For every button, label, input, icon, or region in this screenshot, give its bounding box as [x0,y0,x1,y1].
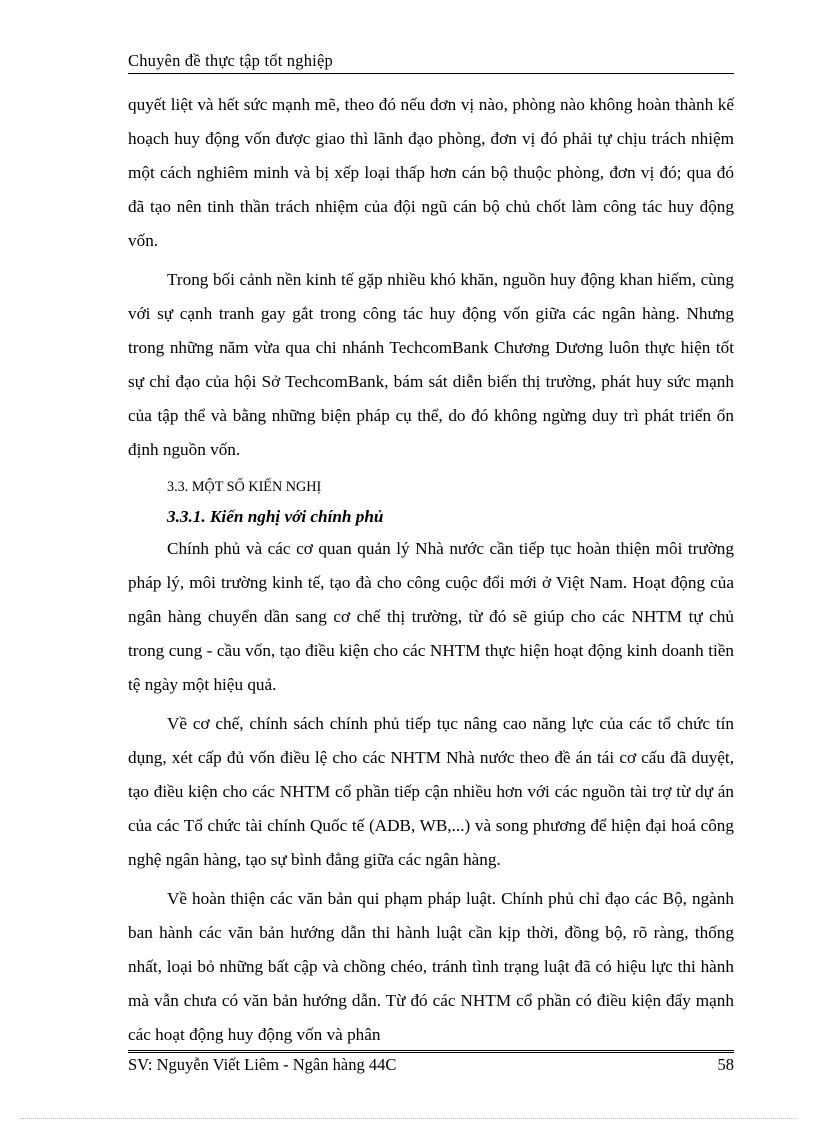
page-number: 58 [717,1055,734,1074]
page-footer [128,1050,734,1079]
paragraph-2: Trong bối cảnh nền kinh tế gặp nhiều khó khăn, nguồn huy động khan hiếm, cùng với sự cạnh tranh gay gắt trong công tác huy động vốn giữa các ngân hàng. Nhưng trong những năm vừa qua chi nhánh TechcomBank Chương Dương luôn thực hiện tốt sự chỉ đạo của hội Sở TechcomBank, bám sát diễn biến thị trường, phát huy sức mạnh của tập thể và bằng những biện pháp cụ thể, do đó không ngừng duy trì phát triển ổn định nguồn vốn. [128,270,734,459]
page-bottom-dotted-line [20,1118,796,1119]
paragraph-3: Chính phủ và các cơ quan quản lý Nhà nước cần tiếp tục hoàn thiện môi trường pháp lý, môi trường kinh tế, tạo đà cho công cuộc đổi mới ở Việt Nam. Hoạt động của ngân hàng chuyển dần sang cơ chế thị trường, từ đó sẽ giúp cho các NHTM tự chủ trong cung - cầu vốn, tạo điều kiện cho các NHTM thực hiện hoạt động kinh doanh tiền tệ ngày một hiệu quả. [128,539,734,694]
header-title: Chuyên đề thực tập tốt nghiệp [128,51,333,70]
paragraph-5: Về hoàn thiện các văn bản qui phạm pháp luật. Chính phủ chỉ đạo các Bộ, ngành ban hành các văn bản hướng dẫn thi hành luật cần kịp thời, đồng bộ, rõ ràng, thống nhất, loại bỏ những bất cập và chồng chéo, tránh tình trạng luật đã có hiệu lực thi hành mà vẫn chưa có văn bản hướng dẫn. Từ đó các NHTM cổ phần có điều kiện đẩy mạnh các hoạt động huy động vốn và phân [128,889,734,1044]
paragraph-1: quyết liệt và hết sức mạnh mẽ, theo đó nếu đơn vị nào, phòng nào không hoàn thành kế hoạch huy động vốn được giao thì lãnh đạo phòng, đơn vị đó phải tự chịu trách nhiệm một cách nghiêm minh và bị xếp loại thấp hơn cán bộ thuộc phòng, đơn vị đó; qua đó đã tạo nên tinh thần trách nhiệm của đội ngũ cán bộ chủ chốt làm công tác huy động vốn. [128,95,734,250]
page-header [128,50,734,74]
paragraph-4: Về cơ chế, chính sách chính phủ tiếp tục nâng cao năng lực của các tổ chức tín dụng, xét cấp đủ vốn điều lệ cho các NHTM Nhà nước theo đề án tái cơ cấu đã duyệt, tạo điều kiện cho các NHTM cổ phần tiếp cận nhiều hơn với các nguồn tài trợ từ dự án của các Tổ chức tài chính Quốc tế (ADB, WB,...) và song phương để hiện đại hoá công nghệ ngân hàng, tạo sự bình đẳng giữa các ngân hàng. [128,714,734,869]
section-heading: 3.3. MỘT SỐ KIẾN NGHỊ [167,479,322,495]
subsection-heading: 3.3.1. Kiến nghị với chính phủ [167,507,384,526]
page-body [128,88,734,1057]
footer-student-info: SV: Nguyễn Viết Liêm - Ngân hàng 44C [128,1055,397,1074]
